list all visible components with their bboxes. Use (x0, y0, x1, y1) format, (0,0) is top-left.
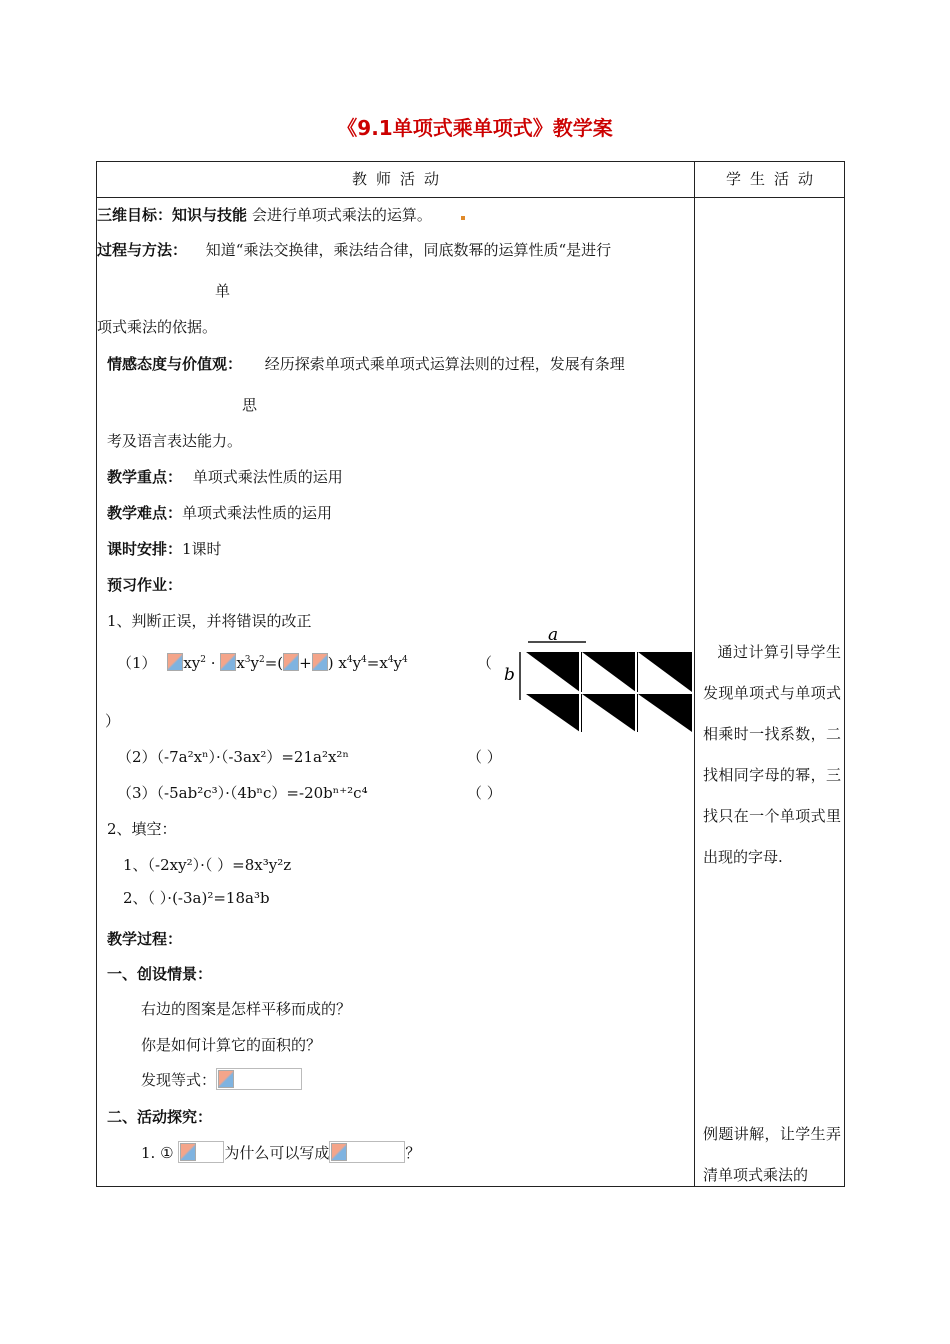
lesson-table (96, 161, 845, 1187)
preview-item-2: （2）（-7a²xⁿ）·（-3ax²）=21a²x²ⁿ (117, 748, 349, 766)
label-a: a (548, 625, 559, 645)
schedule-text: 1课时 (182, 540, 222, 558)
formula-image (329, 1141, 405, 1163)
schedule-line (107, 538, 222, 559)
process-text-end: 项式乘法的依据。 (97, 318, 218, 336)
focus-text: 单项式乘法性质的运用 (192, 468, 343, 486)
knowledge-label: 知识与技能 (172, 206, 248, 224)
item-1-open-paren: （ (477, 654, 493, 672)
marker-icon (461, 216, 465, 220)
fill-item-1: 1、（-2xy²）·（ ）=8x³y²z (123, 856, 292, 874)
difficulty-line (107, 502, 332, 523)
preview-question-2: 2、填空： (107, 820, 177, 838)
formula-image-icon (283, 653, 299, 671)
process-text-wrap: 单 (215, 282, 231, 300)
label-b: b (504, 665, 515, 685)
formula-image-icon (218, 1070, 234, 1088)
preview-item-1: （1） $xy^2 \cdot x^3y^2=$( + ) $x^4y^4=x^4y^4$ (117, 654, 408, 672)
formula-image-icon (312, 653, 328, 671)
teacher-activity-header: 教师活动 (352, 170, 449, 188)
process-label: 过程与方法： (97, 241, 188, 259)
process-goal-line (97, 239, 611, 260)
section-1-question-2: 你是如何计算它的面积的？ (141, 1036, 322, 1054)
student-note-1-text: 通过计算引导学生发现单项式与单项式相乘时一找系数，二找相同字母的幂，三找只在一个单项式里出现的字母. (703, 643, 841, 866)
student-note-1 (703, 632, 841, 878)
goals-label: 三维目标： (97, 206, 173, 224)
item-3-answer-paren: （ ） (467, 784, 502, 802)
equation-label: 发现等式： (141, 1071, 217, 1089)
student-activity-header: 学生活动 (726, 170, 823, 188)
item-question: 为什么可以写成 (224, 1144, 330, 1162)
formula-image-icon (167, 653, 183, 671)
focus-label: 教学重点： (107, 468, 183, 486)
pattern-tiles (526, 652, 692, 732)
item-question-mark: ？ (405, 1144, 421, 1162)
focus-line (107, 466, 343, 487)
formula-image-icon (331, 1143, 347, 1161)
item-1-number: （1） (117, 654, 157, 672)
item-number: 1. ① (141, 1144, 174, 1162)
triangle-pattern-figure (502, 620, 694, 748)
emotion-goal-line (107, 353, 625, 374)
emotion-text-wrap: 思 (242, 396, 258, 414)
document-title: 《9.1单项式乘单项式》教学案 (337, 116, 613, 140)
goals-line (97, 204, 465, 225)
process-text: 知道“乘法交换律，乘法结合律，同底数幂的运算性质“是进行 (205, 241, 612, 259)
emotion-text-end: 考及语言表达能力。 (107, 432, 243, 450)
section-2-item-1 (141, 1141, 420, 1163)
section-2-label: 二、活动探究： (107, 1108, 213, 1126)
difficulty-text: 单项式乘法性质的运用 (182, 504, 333, 522)
section-1-label: 一、创设情景： (107, 965, 213, 983)
emotion-label: 情感态度与价值观： (107, 355, 243, 373)
formula-image (178, 1141, 224, 1163)
student-note-2: 例题讲解，让学生弄清单项式乘法的 (703, 1125, 841, 1184)
item-2-answer-paren: （ ） (467, 748, 502, 766)
header-divider (97, 197, 844, 198)
item-1-close-paren: ） (105, 712, 121, 730)
preview-label: 预习作业： (107, 576, 183, 594)
schedule-label: 课时安排： (107, 540, 183, 558)
difficulty-label: 教学难点： (107, 504, 183, 522)
section-1-question-1: 右边的图案是怎样平移而成的？ (141, 1000, 352, 1018)
preview-item-3: （3）（-5ab²c³）·（4bⁿc）=-20bⁿ⁺²c⁴ (117, 784, 368, 802)
section-1-question-3 (141, 1068, 302, 1090)
equation-image (216, 1068, 302, 1090)
fill-item-2: 2、（ ）·(-3a)²=18a³b (123, 889, 270, 907)
knowledge-text: 会进行单项式乘法的运算。 (251, 206, 432, 224)
formula-image-icon (180, 1143, 196, 1161)
emotion-text: 经历探索单项式乘单项式运算法则的过程，发展有条理 (264, 355, 625, 373)
process-label: 教学过程： (107, 930, 183, 948)
formula-image-icon (220, 653, 236, 671)
preview-question-1: 1、判断正误，并将错误的改正 (107, 612, 312, 630)
column-divider (694, 162, 695, 1186)
